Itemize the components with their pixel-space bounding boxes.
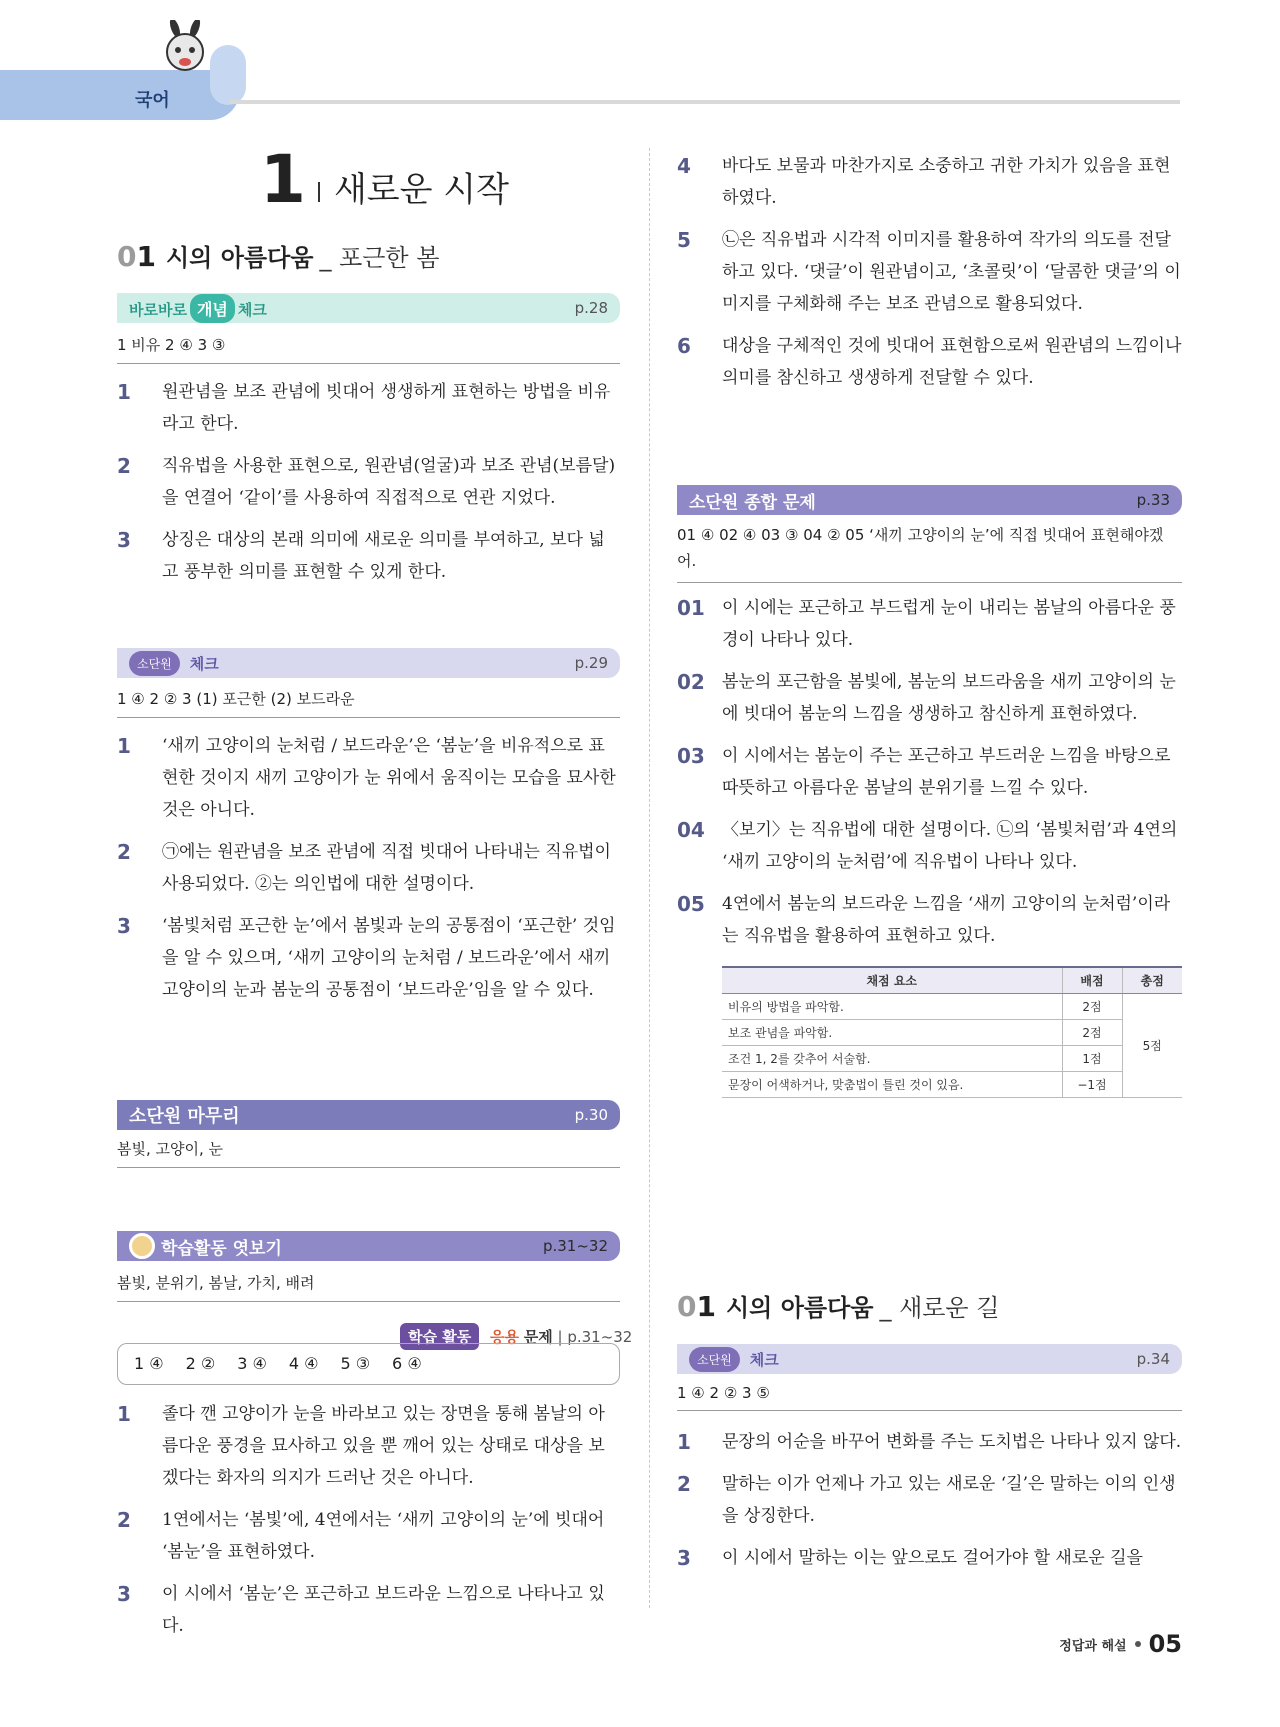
section-name: 시의 아름다움 (725, 1294, 874, 1322)
total-score: 5점 (1122, 994, 1182, 1098)
apply-tag: 응용 (489, 1328, 519, 1346)
list-item: 04 〈보기〉는 직유법에 대한 설명이다. ㉡의 ‘봄빛처럼’과 4연의 ‘새끼 고양이의 눈처럼’에 직유법이 나타나 있다. (677, 818, 1178, 872)
page-footer (1059, 1630, 1182, 1658)
band-label: 체크 (189, 654, 219, 673)
problem-tag: 문제 (523, 1328, 553, 1346)
list-item: 1 원관념을 보조 관념에 빗대어 생생하게 표현하는 방법을 비유라고 한다. (117, 380, 611, 434)
table-header-row (722, 967, 1182, 994)
magnifier-icon (129, 1233, 155, 1259)
activity-peek-band (117, 1231, 620, 1261)
list-item: 3 이 시에서 말하는 이는 앞으로도 걸어가야 할 새로운 길을 (677, 1546, 1143, 1570)
right-top-items (677, 150, 1182, 404)
list-item: 1 졸다 깬 고양이가 눈을 바라보고 있는 장면을 통해 봄날의 아름다운 풍경을 묘사하고 있을 뿐 깨어 있는 상태로 대상을 보겠다는 화자의 의지가 드러난 것은 아니다. (117, 1402, 605, 1488)
band-page: p.33 (1136, 491, 1170, 509)
list-item: 3 상징은 대상의 본래 의미에 새로운 의미를 부여하고, 보다 넓고 풍부한 의미를 표현할 수 있게 한다. (117, 528, 605, 582)
unit-check-answers: 1 ④ 2 ② 3 (1) 포근한 (2) 보드라운 (117, 688, 620, 718)
section-subtitle: _ 포근한 봄 (319, 244, 440, 272)
concept-check-band (117, 293, 620, 323)
list-item: 2 직유법을 사용한 표현으로, 원관념(얼굴)과 보조 관념(보름달)을 연결어 ‘같이’를 사용하여 직접적으로 연관 지었다. (117, 454, 616, 508)
unit-check-items (117, 730, 620, 1016)
scoring-table (722, 966, 1182, 1098)
subject-label: 국어 (135, 90, 170, 111)
activity-peek-answers: 봄빛, 분위기, 봄날, 가치, 배려 (117, 1272, 620, 1302)
unit-check2-band (677, 1344, 1182, 1374)
list-item: 3 ‘봄빛처럼 포근한 눈’에서 봄빛과 눈의 공통점이 ‘포근한’ 것임을 알 수 있으며, ‘새끼 고양이의 눈처럼 / 보드라운’에서 새끼 고양이의 눈과 봄눈의 공통점이 ‘보드라운’임을 알 수 있다. (117, 914, 616, 1000)
section-subtitle: _ 새로운 길 (879, 1294, 1000, 1322)
table-row: 조건 1, 2를 갖추어 서술함. 1점 (722, 1046, 1182, 1072)
unit-total-answers: 01 ④ 02 ④ 03 ③ 04 ② 05 ‘새끼 고양이의 눈’에 직접 빗대어 표현해야겠어. (677, 522, 1182, 583)
chapter-separator (318, 182, 320, 202)
unit-wrap-answers: 봄빛, 고양이, 눈 (117, 1138, 620, 1168)
header-rule (230, 100, 1180, 104)
section-title-2 (677, 1288, 999, 1323)
unit-wrap-band (117, 1100, 620, 1130)
list-item: 5 ㉡은 직유법과 시각적 이미지를 활용하여 작가의 의도를 전달하고 있다. ‘댓글’이 원관념이고, ‘초콜릿’이 ‘달콤한 댓글’의 이미지를 구체화해 주는 보조 관념으로 활용되었다. (677, 228, 1181, 314)
list-item: 1 ‘새끼 고양이의 눈처럼 / 보드라운’은 ‘봄눈’을 비유적으로 표현한 것이지 새끼 고양이가 눈 위에서 움직이는 모습을 묘사한 것은 아니다. (117, 734, 616, 820)
table-row: 비유의 방법을 파악함. 2점 5점 (722, 994, 1182, 1020)
page-number: 05 (1148, 1630, 1182, 1658)
footer-dot (1135, 1641, 1141, 1647)
band-page: p.31~32 (542, 1237, 608, 1255)
band-label: 소단원 마무리 (129, 1106, 240, 1127)
concept-pill: 개념 (190, 294, 235, 323)
col-header: 배점 (1062, 967, 1122, 994)
list-item: 1 문장의 어순을 바꾸어 변화를 주는 도치법은 나타나 있지 않다. (677, 1430, 1182, 1454)
list-item: 6 대상을 구체적인 것에 빗대어 표현함으로써 원관념의 느낌이나 의미를 참신하고 생생하게 전달할 수 있다. (677, 334, 1182, 388)
list-item: 4 바다도 보물과 마찬가지로 소중하고 귀한 가치가 있음을 표현하였다. (677, 154, 1171, 208)
concept-check-answers: 1 비유 2 ④ 3 ③ (117, 334, 620, 364)
unit-total-band (677, 485, 1182, 515)
unit-check-band (117, 648, 620, 678)
column-divider (649, 148, 650, 1608)
list-item: 01 이 시에는 포근하고 부드럽게 눈이 내리는 봄날의 아름다운 풍경이 나타나 있다. (677, 596, 1176, 650)
concept-check-items (117, 376, 620, 598)
unit-badge: 소단원 (129, 651, 180, 676)
list-item: 2 말하는 이가 언제나 가고 있는 새로운 ‘길’은 말하는 이의 인생을 상징한다. (677, 1472, 1176, 1526)
chapter-heading (260, 141, 509, 218)
band-label: 바로바로 개념 체크 (129, 294, 267, 323)
unit-badge: 소단원 (689, 1347, 740, 1372)
band-page: p.34 (1136, 1350, 1170, 1368)
chapter-title: 새로운 시작 (333, 170, 509, 210)
ribbon-curl (210, 45, 246, 105)
activity-apply-items (117, 1398, 620, 1652)
band-label: 체크 (749, 1350, 779, 1369)
list-item: 03 이 시에서는 봄눈이 주는 포근하고 부드러운 느낌을 바탕으로 따뜻하고 아름다운 봄날의 분위기를 느낄 수 있다. (677, 744, 1171, 798)
col-header: 채점 요소 (722, 967, 1062, 994)
band-page: p.28 (574, 299, 608, 317)
band-label: 학습활동 엿보기 (161, 1238, 282, 1259)
list-item: 3 이 시에서 ‘봄눈’은 포근하고 보드라운 느낌으로 나타나고 있다. (117, 1582, 605, 1636)
band-page: p.29 (574, 654, 608, 672)
table-row: 보조 관념을 파악함. 2점 (722, 1020, 1182, 1046)
footer-label: 정답과 해설 (1059, 1638, 1127, 1654)
activity-tag: 학습 활동 (400, 1323, 479, 1350)
unit-check2-items (677, 1426, 1182, 1584)
list-item: 2 ㉠에는 원관념을 보조 관념에 직접 빗대어 나타내는 직유법이 사용되었다. ②는 의인법에 대한 설명이다. (117, 840, 611, 894)
activity-page: | p.31~32 (557, 1328, 633, 1346)
section-name: 시의 아름다움 (165, 244, 314, 272)
band-page: p.30 (574, 1106, 608, 1124)
chapter-number: 1 (260, 141, 304, 218)
col-header: 총점 (1122, 967, 1182, 994)
band-label: 소단원 종합 문제 (689, 492, 816, 513)
list-item: 2 1연에서는 ‘봄빛’에, 4연에서는 ‘새끼 고양이의 눈’에 빗대어 ‘봄눈’을 표현하였다. (117, 1508, 605, 1562)
unit-total-items (677, 592, 1182, 962)
activity-apply-answer-box: 1 ④ 2 ② 3 ④ 4 ④ 5 ③ 6 ④ (117, 1343, 620, 1385)
unit-check2-answers: 1 ④ 2 ② 3 ⑤ (677, 1384, 1182, 1411)
section-number: 01 (117, 240, 156, 273)
table-row: 문장이 어색하거나, 맞춤법이 틀린 것이 있음. −1점 (722, 1072, 1182, 1098)
list-item: 02 봄눈의 포근함을 봄빛에, 봄눈의 보드라움을 새끼 고양이의 눈에 빗대어 봄눈의 느낌을 생생하고 참신하게 표현하였다. (677, 670, 1176, 724)
section-title-1 (117, 238, 439, 273)
list-item: 05 4연에서 봄눈의 보드라운 느낌을 ‘새끼 고양이의 눈처럼’이라는 직유법을 활용하여 표현하고 있다. (677, 892, 1171, 946)
mascot-illustration (155, 20, 215, 78)
section-number: 01 (677, 1290, 716, 1323)
